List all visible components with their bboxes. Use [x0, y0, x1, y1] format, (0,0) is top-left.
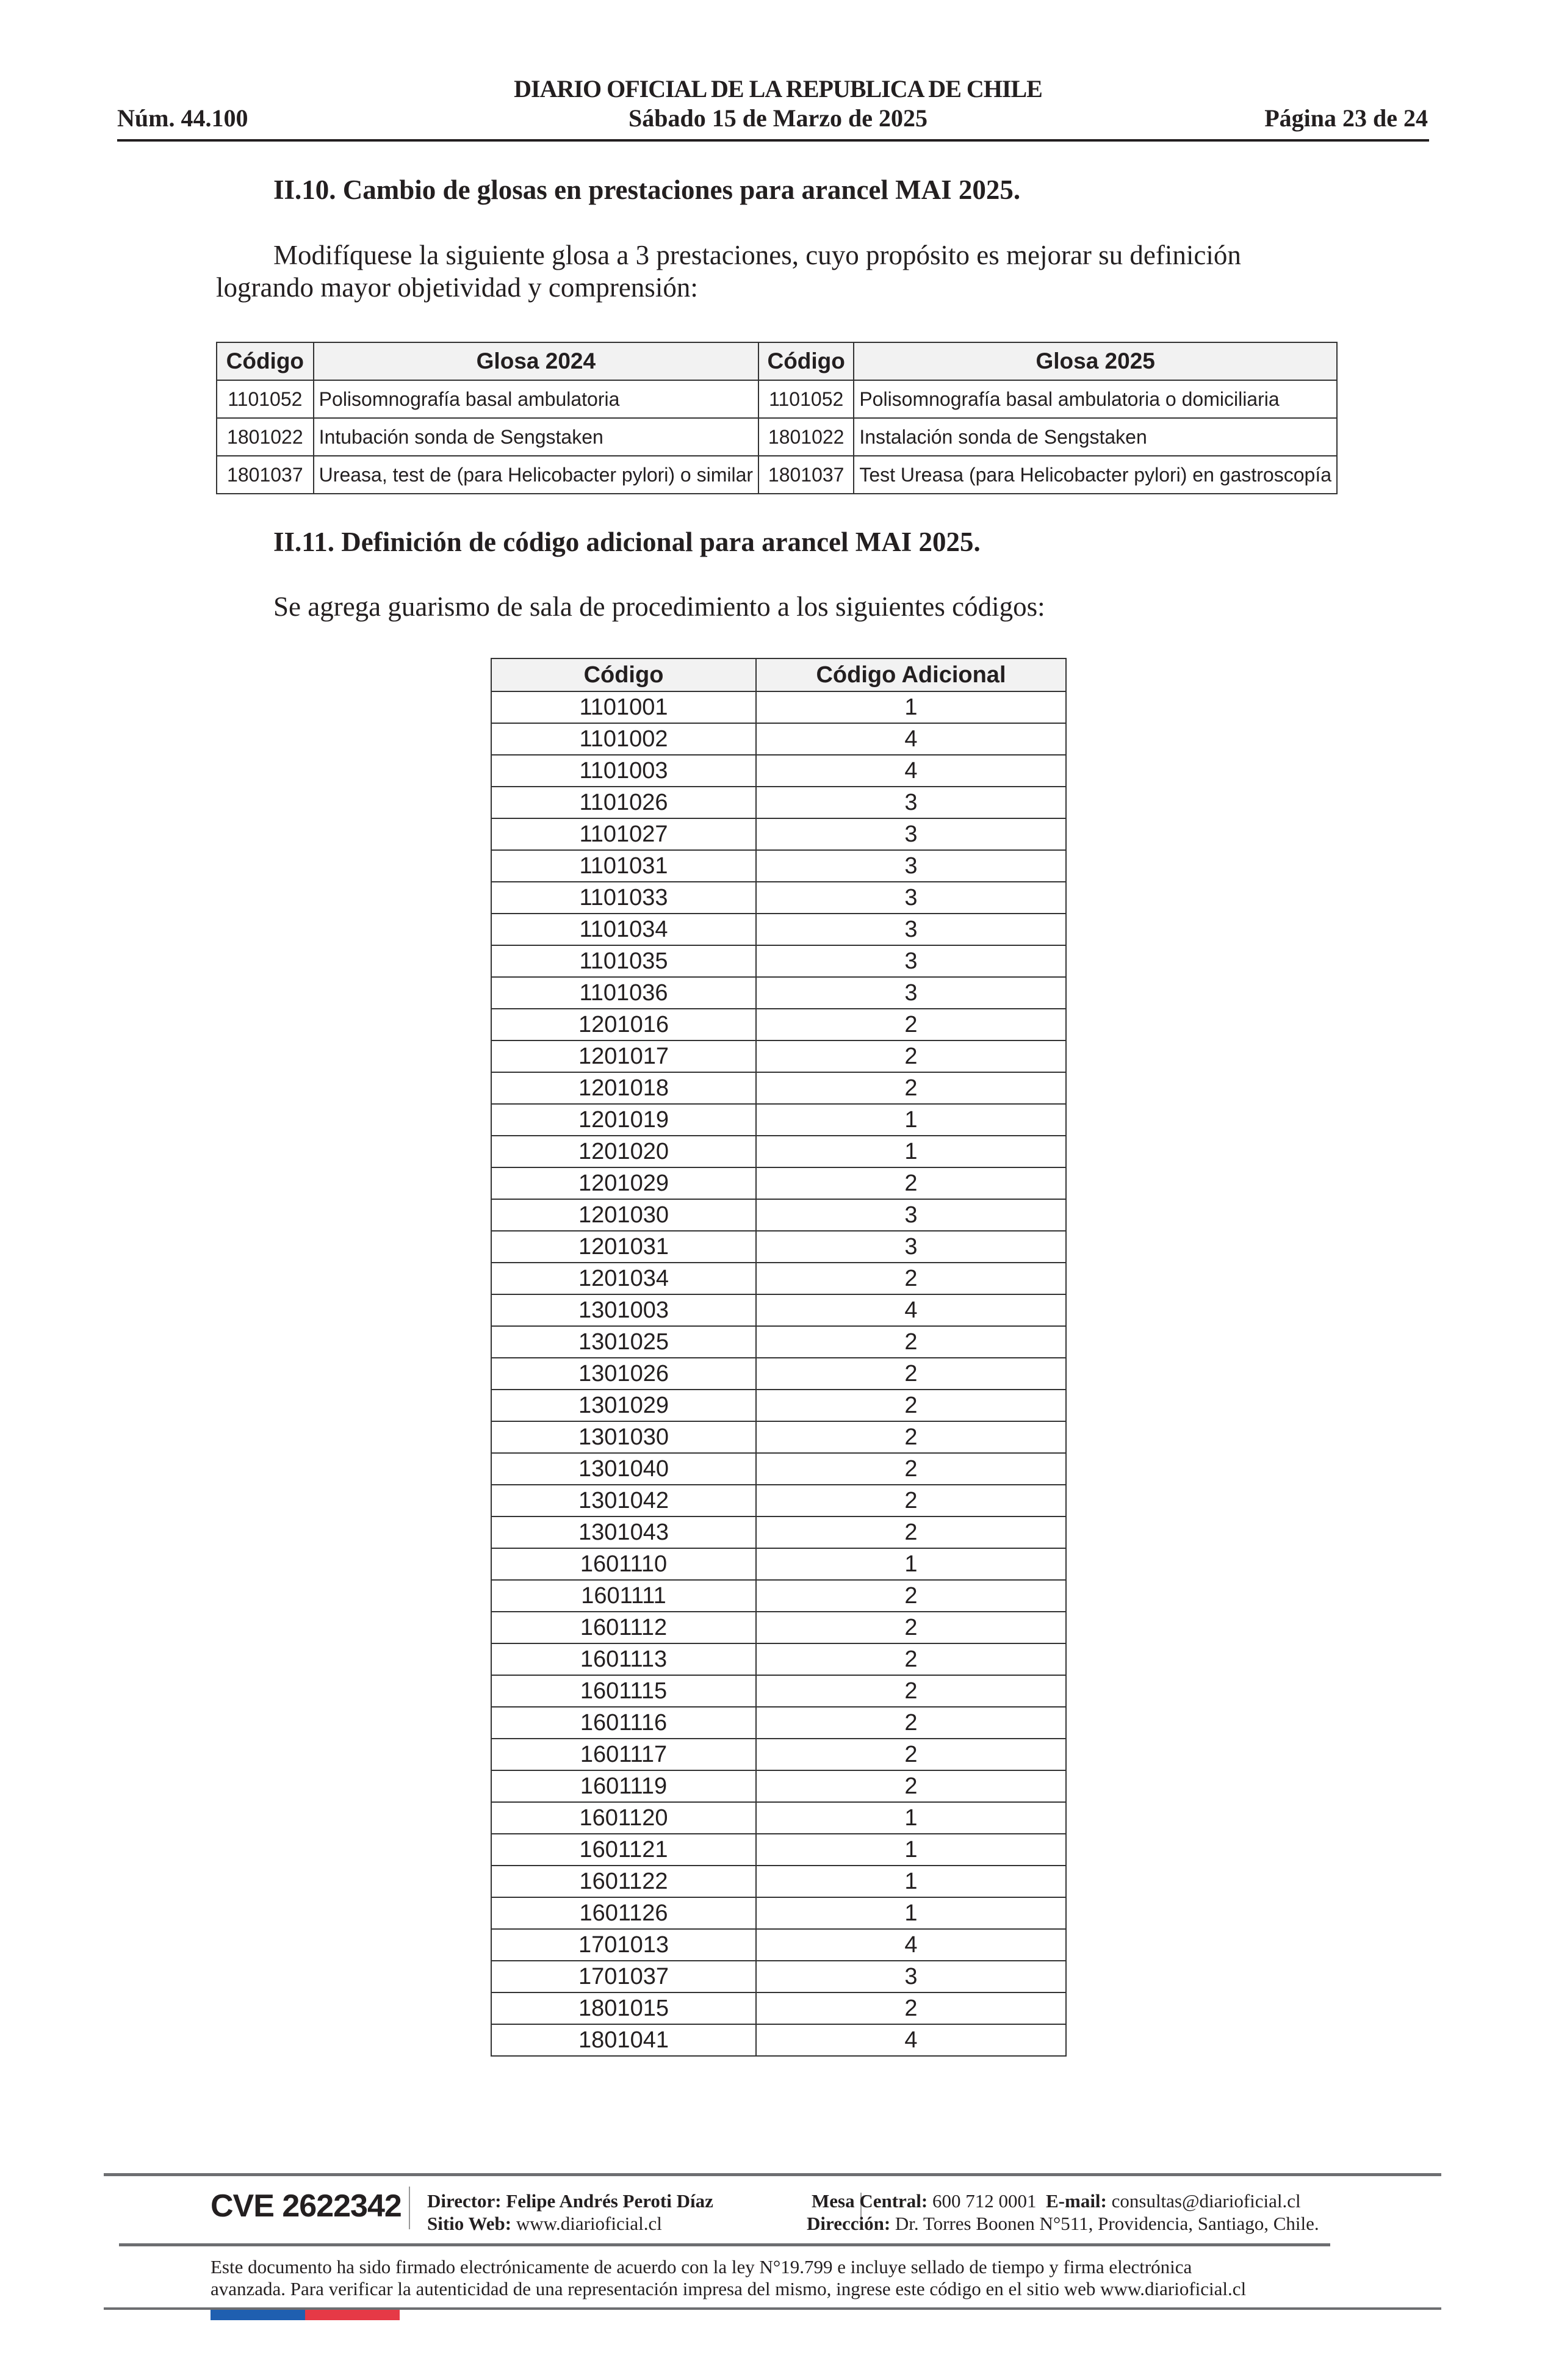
table-row: [491, 691, 1066, 723]
table-row: [491, 850, 1066, 882]
web-label: Sitio Web:: [427, 2213, 512, 2234]
codigo-adicional-table: [491, 658, 1067, 2057]
code-cell: 1301029: [491, 1390, 756, 1421]
code-cell: 1601122: [491, 1866, 756, 1897]
phone-label: Mesa Central:: [812, 2190, 928, 2212]
page-number: Página 23 de 24: [1264, 104, 1428, 132]
additional-code-cell: 2: [756, 1580, 1066, 1612]
column-header: Código: [217, 342, 314, 380]
code-cell: 1101036: [491, 977, 756, 1009]
code-cell: 1801015: [491, 1992, 756, 2024]
glosa-cell: Intubación sonda de Sengstaken: [314, 418, 758, 456]
glosas-table: [216, 342, 1338, 494]
table-row: [491, 1929, 1066, 1961]
table-row: [491, 914, 1066, 945]
table-row: [491, 1961, 1066, 1992]
code-cell: 1101003: [491, 755, 756, 787]
additional-code-cell: 2: [756, 1040, 1066, 1072]
table-row: [217, 418, 1337, 456]
code-cell: 1701013: [491, 1929, 756, 1961]
code-cell: 1601113: [491, 1643, 756, 1675]
table-row: [491, 1770, 1066, 1802]
code-cell: 1201031: [491, 1231, 756, 1263]
code-cell: 1201018: [491, 1072, 756, 1104]
code-cell: 1101035: [491, 945, 756, 977]
table-row: [491, 1548, 1066, 1580]
section-heading-ii11: II.11. Definición de código adicional para arancel MAI 2025.: [273, 527, 981, 557]
additional-code-cell: 2: [756, 1072, 1066, 1104]
table-row: [491, 1802, 1066, 1834]
additional-code-cell: 3: [756, 818, 1066, 850]
additional-code-cell: 4: [756, 755, 1066, 787]
additional-code-cell: 3: [756, 787, 1066, 818]
table-row: [491, 1834, 1066, 1866]
table-row: [491, 787, 1066, 818]
column-header: Glosa 2024: [314, 342, 758, 380]
glosa-cell: Instalación sonda de Sengstaken: [854, 418, 1337, 456]
code-cell: 1101034: [491, 914, 756, 945]
additional-code-cell: 3: [756, 1961, 1066, 1992]
footer-contact-block: [807, 2190, 1319, 2235]
code-cell: 1201030: [491, 1199, 756, 1231]
additional-code-cell: 2: [756, 1358, 1066, 1390]
code-cell: 1801022: [217, 418, 314, 456]
additional-code-cell: 3: [756, 945, 1066, 977]
additional-code-cell: 4: [756, 2024, 1066, 2056]
additional-code-cell: 2: [756, 1167, 1066, 1199]
code-cell: 1301040: [491, 1453, 756, 1485]
additional-code-cell: 1: [756, 1548, 1066, 1580]
additional-code-cell: 1: [756, 691, 1066, 723]
code-cell: 1801037: [758, 456, 854, 494]
table-row: [491, 723, 1066, 755]
additional-code-cell: 2: [756, 1643, 1066, 1675]
additional-code-cell: 1: [756, 1897, 1066, 1929]
additional-code-cell: 2: [756, 1770, 1066, 1802]
table-row: [491, 1643, 1066, 1675]
code-cell: 1101033: [491, 882, 756, 914]
column-header: Código Adicional: [756, 658, 1066, 691]
glosa-cell: Polisomnografía basal ambulatoria: [314, 380, 758, 418]
table-row: [491, 1707, 1066, 1739]
table-row: [491, 977, 1066, 1009]
table-row: [491, 1992, 1066, 2024]
table-row: [491, 1009, 1066, 1040]
table-row: [491, 1294, 1066, 1326]
table-row: [491, 1358, 1066, 1390]
footer-separator: [409, 2187, 410, 2229]
additional-code-cell: 2: [756, 1453, 1066, 1485]
table-row: [491, 1739, 1066, 1770]
additional-code-cell: 3: [756, 850, 1066, 882]
code-cell: 1601110: [491, 1548, 756, 1580]
additional-code-cell: 2: [756, 1612, 1066, 1643]
section-paragraph-ii11: Se agrega guarismo de sala de procedimiento a los siguientes códigos:: [273, 591, 1045, 622]
additional-code-cell: 4: [756, 1929, 1066, 1961]
glosa-cell: Polisomnografía basal ambulatoria o domiciliaria: [854, 380, 1337, 418]
additional-code-cell: 1: [756, 1136, 1066, 1167]
additional-code-cell: 2: [756, 1675, 1066, 1707]
additional-code-cell: 2: [756, 1516, 1066, 1548]
code-cell: 1201019: [491, 1104, 756, 1136]
column-header: Glosa 2025: [854, 342, 1337, 380]
cve-code: CVE 2622342: [211, 2188, 402, 2224]
signature-notice: [211, 2256, 1246, 2300]
footer-middle-rule: [119, 2243, 1330, 2246]
code-cell: 1301026: [491, 1358, 756, 1390]
glosa-cell: Test Ureasa (para Helicobacter pylori) en gastroscopía: [854, 456, 1337, 494]
notice-line: Este documento ha sido firmado electrónicamente de acuerdo con la ley N°19.799 e incluye sellado de tiempo y firma electrónica: [211, 2256, 1192, 2277]
code-cell: 1201017: [491, 1040, 756, 1072]
table-row: [491, 1199, 1066, 1231]
table-row: [491, 1390, 1066, 1421]
flag-stripe-blue: [211, 2310, 305, 2320]
code-cell: 1101027: [491, 818, 756, 850]
additional-code-cell: 3: [756, 882, 1066, 914]
code-cell: 1301043: [491, 1516, 756, 1548]
code-cell: 1801041: [491, 2024, 756, 2056]
table-row: [491, 1072, 1066, 1104]
additional-code-cell: 2: [756, 1326, 1066, 1358]
email-label: E-mail:: [1046, 2190, 1107, 2212]
code-cell: 1601112: [491, 1612, 756, 1643]
column-header: Código: [491, 658, 756, 691]
additional-code-cell: 2: [756, 1009, 1066, 1040]
code-cell: 1601111: [491, 1580, 756, 1612]
footer-director-block: [427, 2190, 713, 2235]
code-cell: 1301025: [491, 1326, 756, 1358]
issue-number: Núm. 44.100: [117, 104, 248, 132]
additional-code-cell: 2: [756, 1421, 1066, 1453]
table-row: [217, 456, 1337, 494]
additional-code-cell: 3: [756, 977, 1066, 1009]
code-cell: 1101031: [491, 850, 756, 882]
code-cell: 1201020: [491, 1136, 756, 1167]
code-cell: 1301042: [491, 1485, 756, 1516]
additional-code-cell: 2: [756, 1390, 1066, 1421]
notice-line: avanzada. Para verificar la autenticidad de una representación impresa del mismo, ingrese este código en el sitio web www.diarioficial.cl: [211, 2278, 1247, 2299]
code-cell: 1601117: [491, 1739, 756, 1770]
code-cell: 1301003: [491, 1294, 756, 1326]
table-row: [491, 882, 1066, 914]
table-row: [491, 1104, 1066, 1136]
additional-code-cell: 1: [756, 1866, 1066, 1897]
table-row: [217, 380, 1337, 418]
table-row: [491, 1167, 1066, 1199]
table-row: [491, 1326, 1066, 1358]
additional-code-cell: 2: [756, 1263, 1066, 1294]
code-cell: 1101052: [217, 380, 314, 418]
table-row: [491, 755, 1066, 787]
code-cell: 1601116: [491, 1707, 756, 1739]
additional-code-cell: 2: [756, 1739, 1066, 1770]
code-cell: 1201034: [491, 1263, 756, 1294]
issue-date: Sábado 15 de Marzo de 2025: [629, 104, 927, 132]
code-cell: 1201016: [491, 1009, 756, 1040]
additional-code-cell: 1: [756, 1104, 1066, 1136]
table-row: [491, 1866, 1066, 1897]
email-link[interactable]: consultas@diarioficial.cl: [1111, 2190, 1301, 2212]
table-row: [491, 1040, 1066, 1072]
director-label: Director:: [427, 2190, 502, 2212]
director-name: Felipe Andrés Peroti Díaz: [506, 2190, 713, 2212]
additional-code-cell: 3: [756, 914, 1066, 945]
table-row: [491, 1516, 1066, 1548]
table-row: [491, 818, 1066, 850]
code-cell: 1301030: [491, 1421, 756, 1453]
table-row: [491, 1612, 1066, 1643]
additional-code-cell: 2: [756, 1707, 1066, 1739]
code-cell: 1701037: [491, 1961, 756, 1992]
code-cell: 1801022: [758, 418, 854, 456]
flag-stripe-red: [305, 2310, 400, 2320]
table-row: [491, 1485, 1066, 1516]
table-row: [491, 1675, 1066, 1707]
additional-code-cell: 2: [756, 1485, 1066, 1516]
code-cell: 1101001: [491, 691, 756, 723]
header-divider: [117, 139, 1429, 142]
code-cell: 1601115: [491, 1675, 756, 1707]
newspaper-title: DIARIO OFICIAL DE LA REPUBLICA DE CHILE: [514, 75, 1042, 103]
table-row: [491, 1136, 1066, 1167]
additional-code-cell: 1: [756, 1802, 1066, 1834]
column-header: Código: [758, 342, 854, 380]
table-row: [491, 1263, 1066, 1294]
code-cell: 1801037: [217, 456, 314, 494]
section-heading-ii10: II.10. Cambio de glosas en prestaciones para arancel MAI 2025.: [273, 175, 1021, 205]
table-row: [491, 1231, 1066, 1263]
additional-code-cell: 3: [756, 1231, 1066, 1263]
web-link[interactable]: www.diarioficial.cl: [516, 2213, 662, 2234]
additional-code-cell: 2: [756, 1992, 1066, 2024]
address: Dr. Torres Boonen N°511, Providencia, Santiago, Chile.: [895, 2213, 1319, 2234]
code-cell: 1601121: [491, 1834, 756, 1866]
footer-top-rule: [104, 2173, 1441, 2176]
table-row: [491, 1421, 1066, 1453]
code-cell: 1201029: [491, 1167, 756, 1199]
additional-code-cell: 4: [756, 723, 1066, 755]
table-row: [491, 1897, 1066, 1929]
code-cell: 1601119: [491, 1770, 756, 1802]
glosa-cell: Ureasa, test de (para Helicobacter pylori) o similar: [314, 456, 758, 494]
address-label: Dirección:: [807, 2213, 891, 2234]
section-paragraph-ii10: Modifíquese la siguiente glosa a 3 prestaciones, cuyo propósito es mejorar su definición logrando mayor objetividad y comprensión:: [216, 240, 1241, 303]
additional-code-cell: 3: [756, 1199, 1066, 1231]
additional-code-cell: 1: [756, 1834, 1066, 1866]
code-cell: 1101052: [758, 380, 854, 418]
table-row: [491, 945, 1066, 977]
code-cell: 1101002: [491, 723, 756, 755]
table-row: [491, 1580, 1066, 1612]
table-row: [491, 1453, 1066, 1485]
code-cell: 1601126: [491, 1897, 756, 1929]
code-cell: 1601120: [491, 1802, 756, 1834]
table-row: [491, 2024, 1066, 2056]
additional-code-cell: 4: [756, 1294, 1066, 1326]
code-cell: 1101026: [491, 787, 756, 818]
phone: 600 712 0001: [932, 2190, 1037, 2212]
